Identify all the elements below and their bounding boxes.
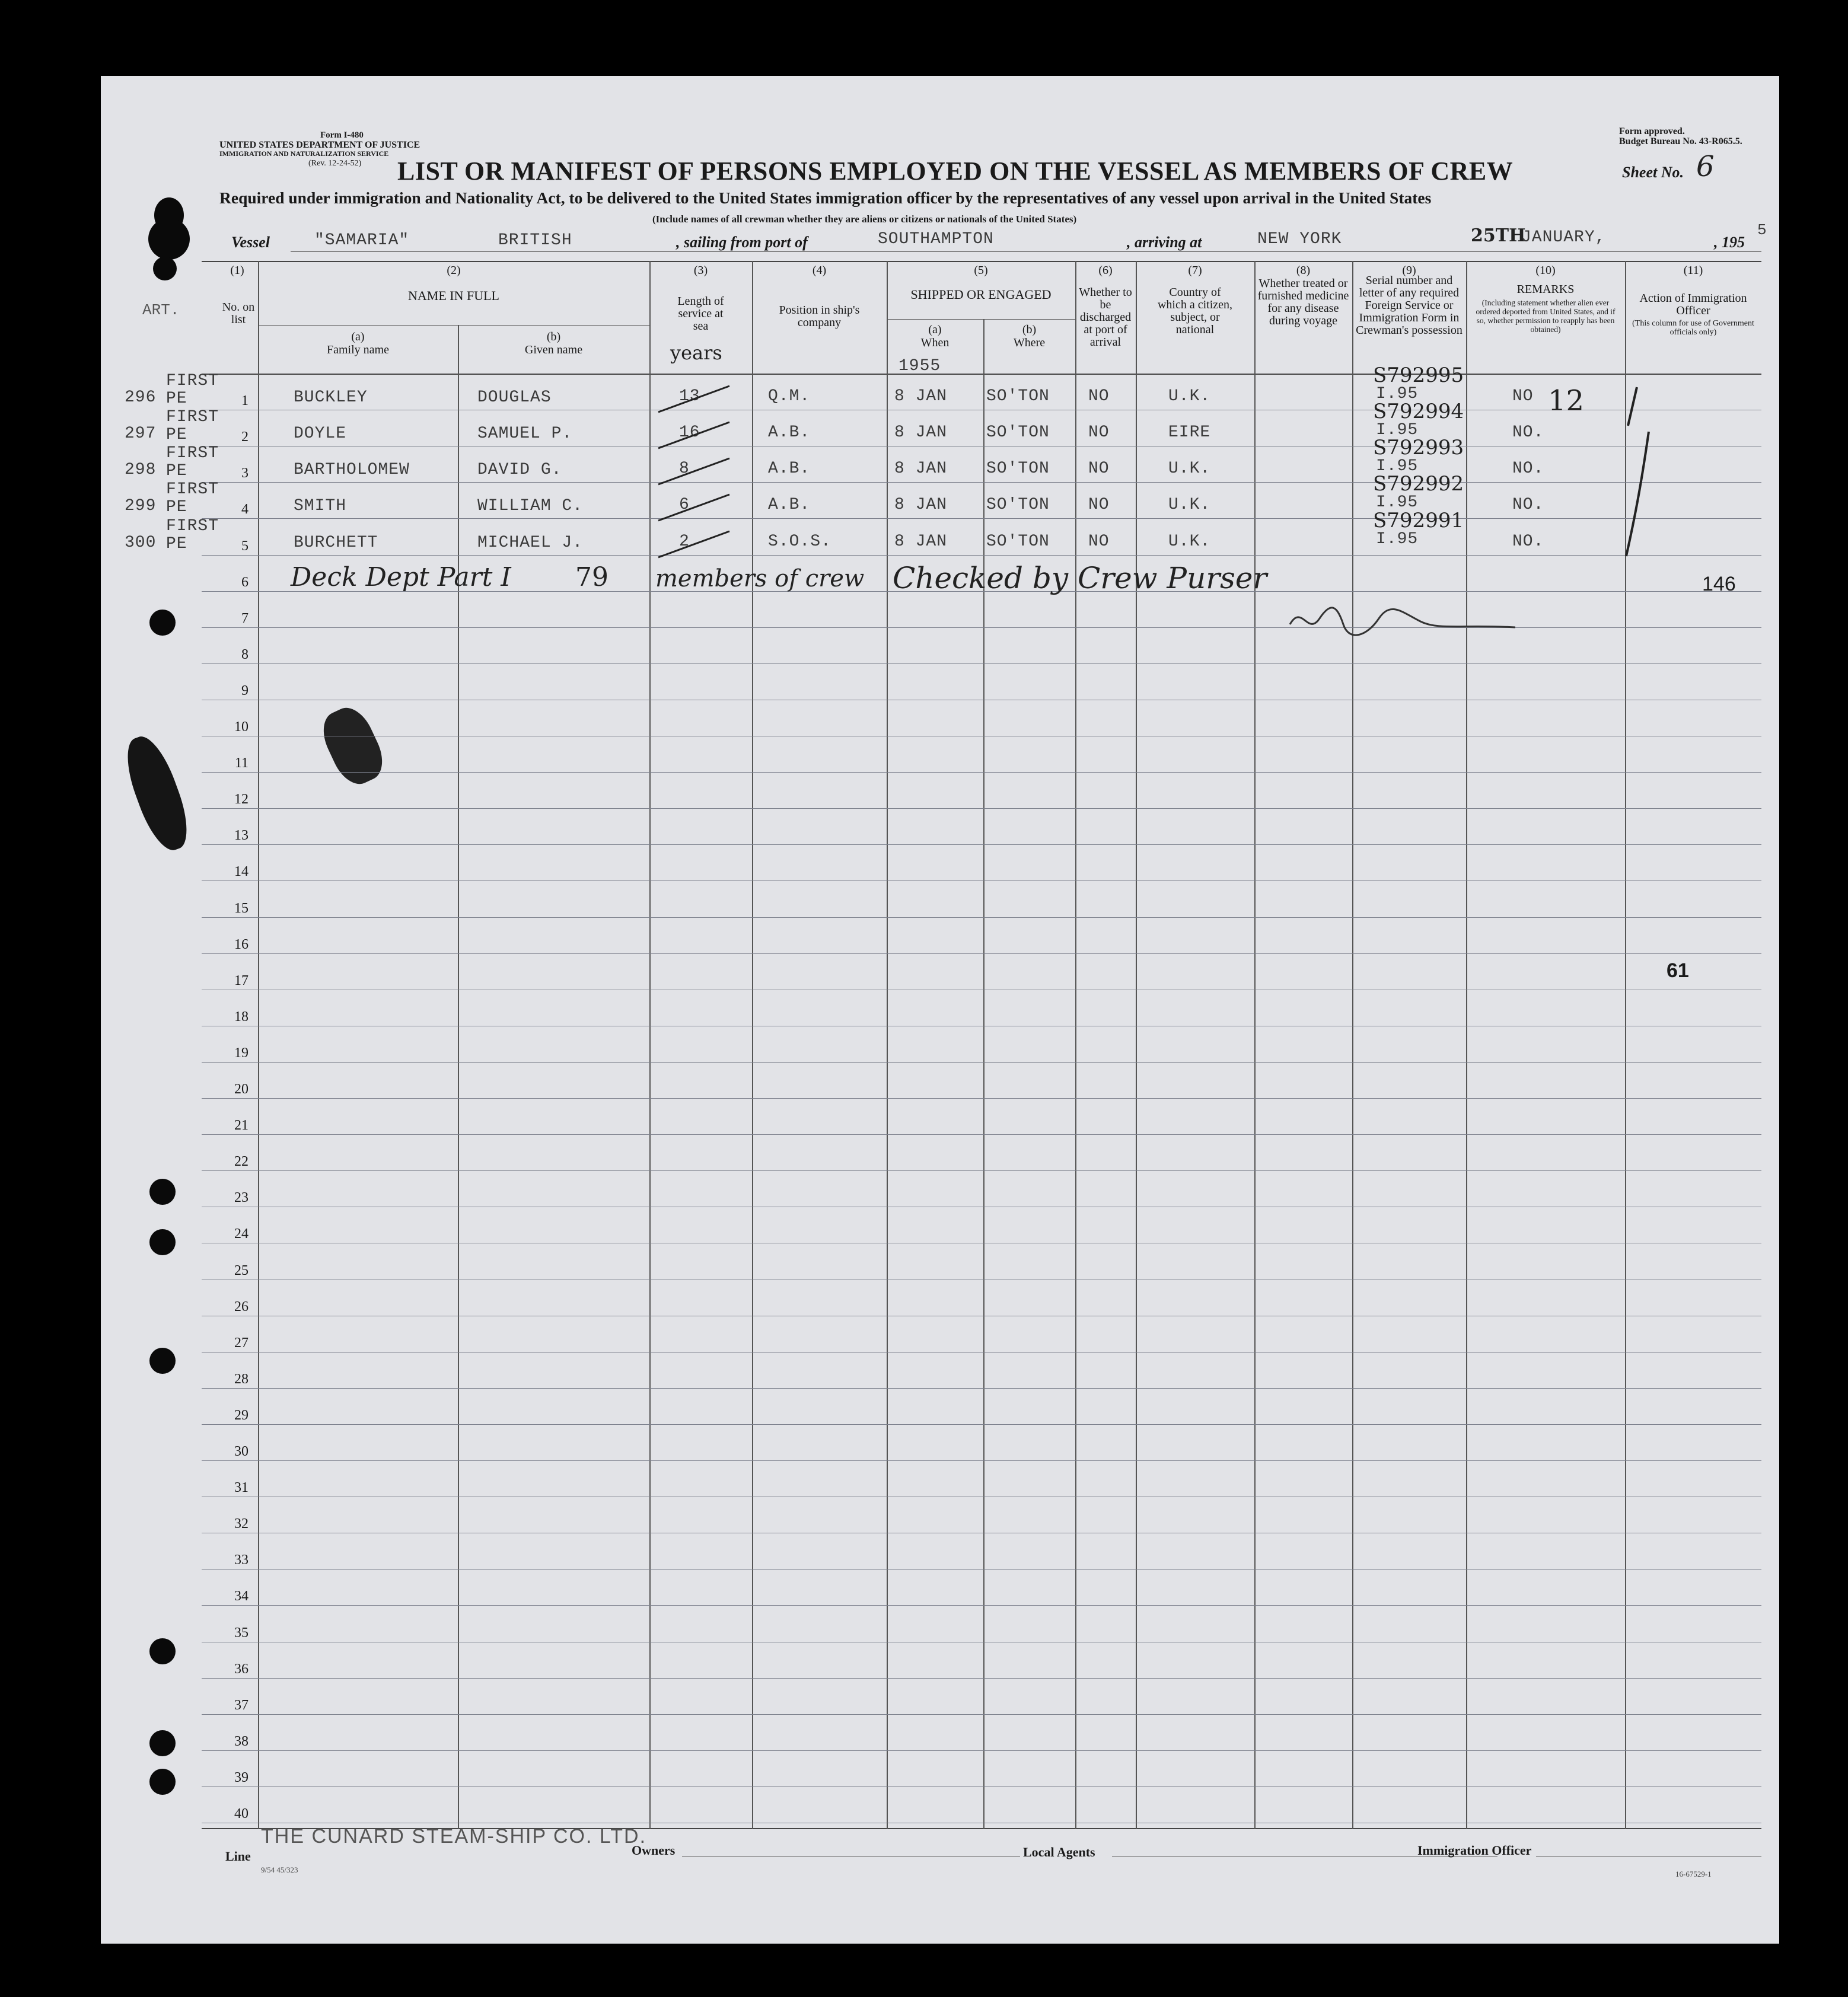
tally-slash [652, 419, 735, 454]
row-number: 36 [234, 1661, 248, 1677]
check-strokes [1572, 378, 1655, 574]
col2b-header: Given name [524, 343, 583, 356]
col5b-header: Where [1013, 336, 1046, 349]
col10-header: REMARKS [1516, 283, 1575, 296]
col2-header: NAME IN FULL [408, 288, 499, 303]
col7-header: Country of which a citizen, subject, or national [1157, 286, 1233, 336]
sheet-number: 6 [1696, 150, 1715, 183]
serial-number: S792992 [1373, 472, 1464, 496]
service: IMMIGRATION AND NATURALIZATION SERVICE [219, 149, 389, 158]
dept-label: PE [166, 535, 187, 553]
dept-label: PE [166, 462, 187, 480]
col11-number: (11) [1683, 264, 1703, 277]
class-label: FIRST [166, 408, 219, 426]
row-number: 33 [234, 1552, 248, 1568]
position: Q.M. [768, 387, 811, 406]
serial-number: S792993 [1373, 436, 1464, 460]
footer-agents-label: Local Agents [1023, 1845, 1095, 1859]
row-number: 8 [241, 647, 248, 662]
col-rule [983, 319, 984, 1829]
col-rule [1075, 261, 1076, 1829]
citizenship: U.K. [1168, 496, 1211, 514]
tally-slash [652, 382, 735, 418]
ref-number: 299 [125, 497, 157, 515]
col5-header: SHIPPED OR ENGAGED [910, 287, 1052, 302]
family-name: SMITH [294, 497, 347, 515]
stamp-61: 61 [1667, 959, 1689, 982]
remarks: NO. [1512, 496, 1544, 514]
row-rule [202, 844, 1761, 845]
sailing-label: , sailing from port of [676, 234, 808, 251]
position: A.B. [768, 496, 811, 514]
vessel-flag: BRITISH [498, 231, 572, 250]
class-label: FIRST [166, 444, 219, 462]
row-rule [202, 482, 1761, 483]
row-number: 34 [234, 1588, 248, 1604]
service-years: 16 [679, 423, 700, 442]
form-number: Form I-480 [320, 130, 364, 140]
col7-number: (7) [1188, 264, 1202, 277]
col2a-header: Family name [327, 343, 389, 356]
shipped-when: 8 JAN [894, 387, 948, 406]
row-number: 15 [234, 901, 248, 916]
col-rule [887, 261, 888, 1829]
signature [1284, 601, 1521, 642]
service-years: 2 [679, 532, 690, 551]
shipped-where: SO'TON [986, 460, 1050, 478]
row-number: 19 [234, 1045, 248, 1061]
row-number: 16 [234, 937, 248, 952]
given-name: DAVID G. [477, 461, 562, 479]
col5-number: (5) [974, 264, 988, 277]
col3-unit: years [670, 342, 722, 364]
punch-hole [149, 1769, 176, 1795]
col6-number: (6) [1098, 264, 1113, 277]
approval-line: Budget Bureau No. 43-R065.5. [1619, 136, 1742, 146]
given-name: WILLIAM C. [477, 497, 584, 515]
row-rule [202, 1714, 1761, 1715]
family-name: BARTHOLOMEW [294, 461, 410, 479]
row-rule [202, 663, 1761, 664]
ref-number: 297 [125, 425, 157, 443]
shipped-where: SO'TON [986, 423, 1050, 442]
form-type: I.95 [1376, 530, 1419, 548]
shipped-year: 1955 [898, 357, 941, 375]
row-rule [202, 772, 1761, 773]
form-title: LIST OR MANIFEST OF PERSONS EMPLOYED ON THE VESSEL AS MEMBERS OF CREW [397, 157, 1514, 186]
discharge-status: NO [1088, 532, 1110, 551]
col4-header: Position in ship's company [779, 304, 860, 329]
row-rule [202, 808, 1761, 809]
row-number: 9 [241, 683, 248, 698]
row-number: 21 [234, 1118, 248, 1133]
family-name: DOYLE [294, 425, 347, 443]
row-rule [202, 953, 1761, 954]
ink-smudge [315, 701, 390, 791]
departure-port: SOUTHAMPTON [878, 230, 994, 248]
col3-header: Length of service at sea [677, 295, 724, 333]
given-name: DOUGLAS [477, 388, 552, 407]
row-rule [202, 1170, 1761, 1171]
row-number: 14 [234, 864, 248, 879]
ink-blot [153, 257, 177, 280]
revision: (Rev. 12-24-52) [308, 159, 362, 168]
footer-owners-label: Owners [632, 1843, 676, 1858]
punch-hole [149, 1229, 176, 1255]
name-subheader-border [258, 325, 649, 326]
discharge-status: NO [1088, 460, 1110, 478]
shipped-when: 8 JAN [894, 532, 948, 551]
manifest-sheet [101, 76, 1779, 1944]
service-years: 13 [679, 387, 700, 406]
row-number: 17 [234, 973, 248, 988]
row-rule [202, 1460, 1761, 1461]
citizenship: U.K. [1168, 460, 1211, 478]
punch-hole [149, 1638, 176, 1664]
row-rule [202, 917, 1761, 918]
arrival-month: JANUARY, [1521, 228, 1606, 247]
row-number: 11 [234, 755, 248, 771]
tally-slash [652, 491, 735, 527]
col8-header: Whether treated or furnished medicine for any disease during voyage [1257, 277, 1349, 327]
tally-slash [652, 455, 735, 490]
col11-note: (This column for use of Government officials only) [1632, 319, 1754, 337]
row-number: 25 [234, 1263, 248, 1278]
vessel-label: Vessel [231, 234, 270, 251]
remarks-mark: 12 [1548, 384, 1585, 417]
remarks: NO. [1512, 423, 1544, 442]
dept-label: PE [166, 498, 187, 516]
row-number: 26 [234, 1299, 248, 1315]
service-years: 8 [679, 460, 690, 478]
class-label: FIRST [166, 480, 219, 499]
row-number: 13 [234, 828, 248, 843]
form-type: I.95 [1376, 385, 1419, 403]
citizenship: U.K. [1168, 387, 1211, 406]
row-number: 35 [234, 1625, 248, 1641]
dept-label: PE [166, 426, 187, 444]
col2b-number: (b) [546, 330, 561, 343]
deck-dept-note: Deck Dept Part I [291, 562, 511, 592]
form-type: I.95 [1376, 421, 1419, 439]
col3-number: (3) [693, 264, 708, 277]
col-rule [1352, 261, 1353, 1829]
arrival-port: NEW YORK [1257, 230, 1342, 248]
art-label: ART. [142, 301, 180, 319]
print-code-right: 16-67529-1 [1675, 1870, 1712, 1878]
col5b-number: (b) [1022, 323, 1037, 336]
col9-number: (9) [1402, 264, 1416, 277]
col-rule [649, 261, 651, 1829]
col1-header: No. on list [222, 301, 255, 326]
row-number: 20 [234, 1082, 248, 1097]
footer-officer-label: Immigration Officer [1417, 1843, 1532, 1858]
position: S.O.S. [768, 532, 831, 551]
col11-header: Action of Immigration Officer [1639, 292, 1747, 317]
shipped-when: 8 JAN [894, 496, 948, 514]
members-note: members of crew [655, 565, 865, 592]
approval-line: Form approved. [1619, 126, 1685, 136]
col4-number: (4) [812, 264, 827, 277]
position: A.B. [768, 460, 811, 478]
col-rule [1254, 261, 1256, 1829]
row-number: 18 [234, 1009, 248, 1025]
row-rule [202, 1098, 1761, 1099]
ref-number: 296 [125, 388, 157, 407]
col10-number: (10) [1535, 264, 1556, 277]
arrival-year-prefix: , 195 [1714, 234, 1745, 251]
row-number: 22 [234, 1154, 248, 1169]
vessel-name: "SAMARIA" [314, 231, 410, 250]
col6-header: Whether to be discharged at port of arrival [1079, 286, 1132, 349]
col9-header: Serial number and letter of any required Foreign Service or Immigration Form in Crewman's possession [1356, 274, 1463, 337]
row-number: 31 [234, 1480, 248, 1495]
form-note: (Include names of all crewman whether they are aliens or citizens or nationals of the United States) [652, 213, 1077, 225]
row-number: 39 [234, 1770, 248, 1785]
footer-line-value: THE CUNARD STEAM-SHIP CO. LTD. [261, 1825, 647, 1848]
family-name: BURCHETT [294, 534, 378, 552]
col-rule [1466, 261, 1467, 1829]
arrival-day: 25TH [1471, 225, 1526, 246]
row-rule [202, 1062, 1761, 1063]
row-rule [202, 1388, 1761, 1389]
citizenship: EIRE [1168, 423, 1211, 442]
col2a-number: (a) [351, 330, 365, 343]
col5a-header: When [920, 336, 950, 349]
row-rule [202, 1678, 1761, 1679]
row-number: 12 [234, 792, 248, 807]
table-header-border [202, 374, 1761, 375]
col2-number: (2) [447, 264, 461, 277]
col-rule [258, 261, 259, 1829]
row-number: 29 [234, 1408, 248, 1423]
service-years: 6 [679, 496, 690, 514]
row-number: 40 [234, 1806, 248, 1821]
row-rule [202, 1750, 1761, 1751]
row-number: 2 [241, 429, 248, 445]
table-top-border [202, 261, 1761, 262]
ref-number: 300 [125, 534, 157, 552]
dept-label: PE [166, 390, 187, 408]
tally-slash [652, 528, 735, 563]
class-label: FIRST [166, 517, 219, 535]
row-number: 7 [241, 611, 248, 626]
row-number: 38 [234, 1734, 248, 1749]
row-rule [202, 1134, 1761, 1135]
ink-smudge [117, 730, 197, 856]
crew-count-note: 79 [575, 562, 608, 592]
footer-line-label: Line [225, 1849, 251, 1864]
vessel-underline [291, 251, 1761, 252]
shipped-subheader-border [887, 319, 1075, 320]
row-number: 10 [234, 719, 248, 735]
row-rule [202, 1424, 1761, 1425]
checked-note: Checked by Crew Purser [893, 561, 1267, 595]
row-rule [202, 627, 1761, 628]
discharge-status: NO [1088, 496, 1110, 514]
row-number: 30 [234, 1444, 248, 1459]
serial-number: S792994 [1373, 400, 1464, 423]
row-number: 37 [234, 1698, 248, 1713]
sheet-label: Sheet No. [1622, 164, 1684, 181]
given-name: MICHAEL J. [477, 534, 584, 552]
col-rule [458, 325, 459, 1829]
row-number: 1 [241, 393, 248, 409]
given-name: SAMUEL P. [477, 425, 573, 443]
form-type: I.95 [1376, 493, 1419, 512]
ref-number: 298 [125, 461, 157, 479]
shipped-where: SO'TON [986, 387, 1050, 406]
row-number: 5 [241, 538, 248, 554]
row-number: 24 [234, 1226, 248, 1242]
row-number: 32 [234, 1516, 248, 1532]
position: A.B. [768, 423, 811, 442]
print-code-left: 9/54 45/323 [261, 1865, 298, 1874]
punch-hole [149, 610, 176, 636]
class-label: FIRST [166, 372, 219, 390]
row-number: 28 [234, 1371, 248, 1387]
row-rule [202, 518, 1761, 519]
shipped-when: 8 JAN [894, 460, 948, 478]
discharge-status: NO [1088, 423, 1110, 442]
shipped-where: SO'TON [986, 532, 1050, 551]
col-rule [752, 261, 753, 1829]
shipped-when: 8 JAN [894, 423, 948, 442]
row-number: 4 [241, 502, 248, 517]
col10-note: (Including statement whether alien ever ordered deported from United States, and if so, whether permission to reapply has been obtained) [1476, 298, 1616, 334]
remarks: NO. [1512, 532, 1544, 551]
row-number: 27 [234, 1335, 248, 1351]
row-number: 3 [241, 465, 248, 481]
serial-number: S792995 [1373, 363, 1464, 387]
discharge-status: NO [1088, 387, 1110, 406]
form-type: I.95 [1376, 457, 1419, 476]
form-subtitle: Required under immigration and Nationality Act, to be delivered to the United States immigration officer by the representatives of any vessel upon arrival in the United States [219, 189, 1432, 207]
family-name: BUCKLEY [294, 388, 368, 407]
shipped-where: SO'TON [986, 496, 1050, 514]
punch-hole [149, 1348, 176, 1374]
citizenship: U.K. [1168, 532, 1211, 551]
remarks: NO [1512, 387, 1534, 406]
col1-number: (1) [230, 264, 244, 277]
department: UNITED STATES DEPARTMENT OF JUSTICE [219, 140, 420, 150]
row-rule [202, 555, 1761, 556]
arrival-year-suffix: 5 [1757, 221, 1767, 239]
col5a-number: (a) [928, 323, 942, 336]
col-rule [1136, 261, 1137, 1829]
row-rule [202, 1605, 1761, 1606]
serial-number: S792991 [1373, 509, 1464, 532]
row-number: 23 [234, 1190, 248, 1205]
row-number: 6 [241, 575, 248, 590]
col8-number: (8) [1296, 264, 1311, 277]
stamp-146: 146 [1702, 573, 1736, 595]
punch-hole [149, 1730, 176, 1756]
ink-blot [148, 218, 190, 260]
arriving-label: , arriving at [1127, 234, 1202, 251]
remarks: NO. [1512, 460, 1544, 478]
punch-hole [149, 1179, 176, 1205]
